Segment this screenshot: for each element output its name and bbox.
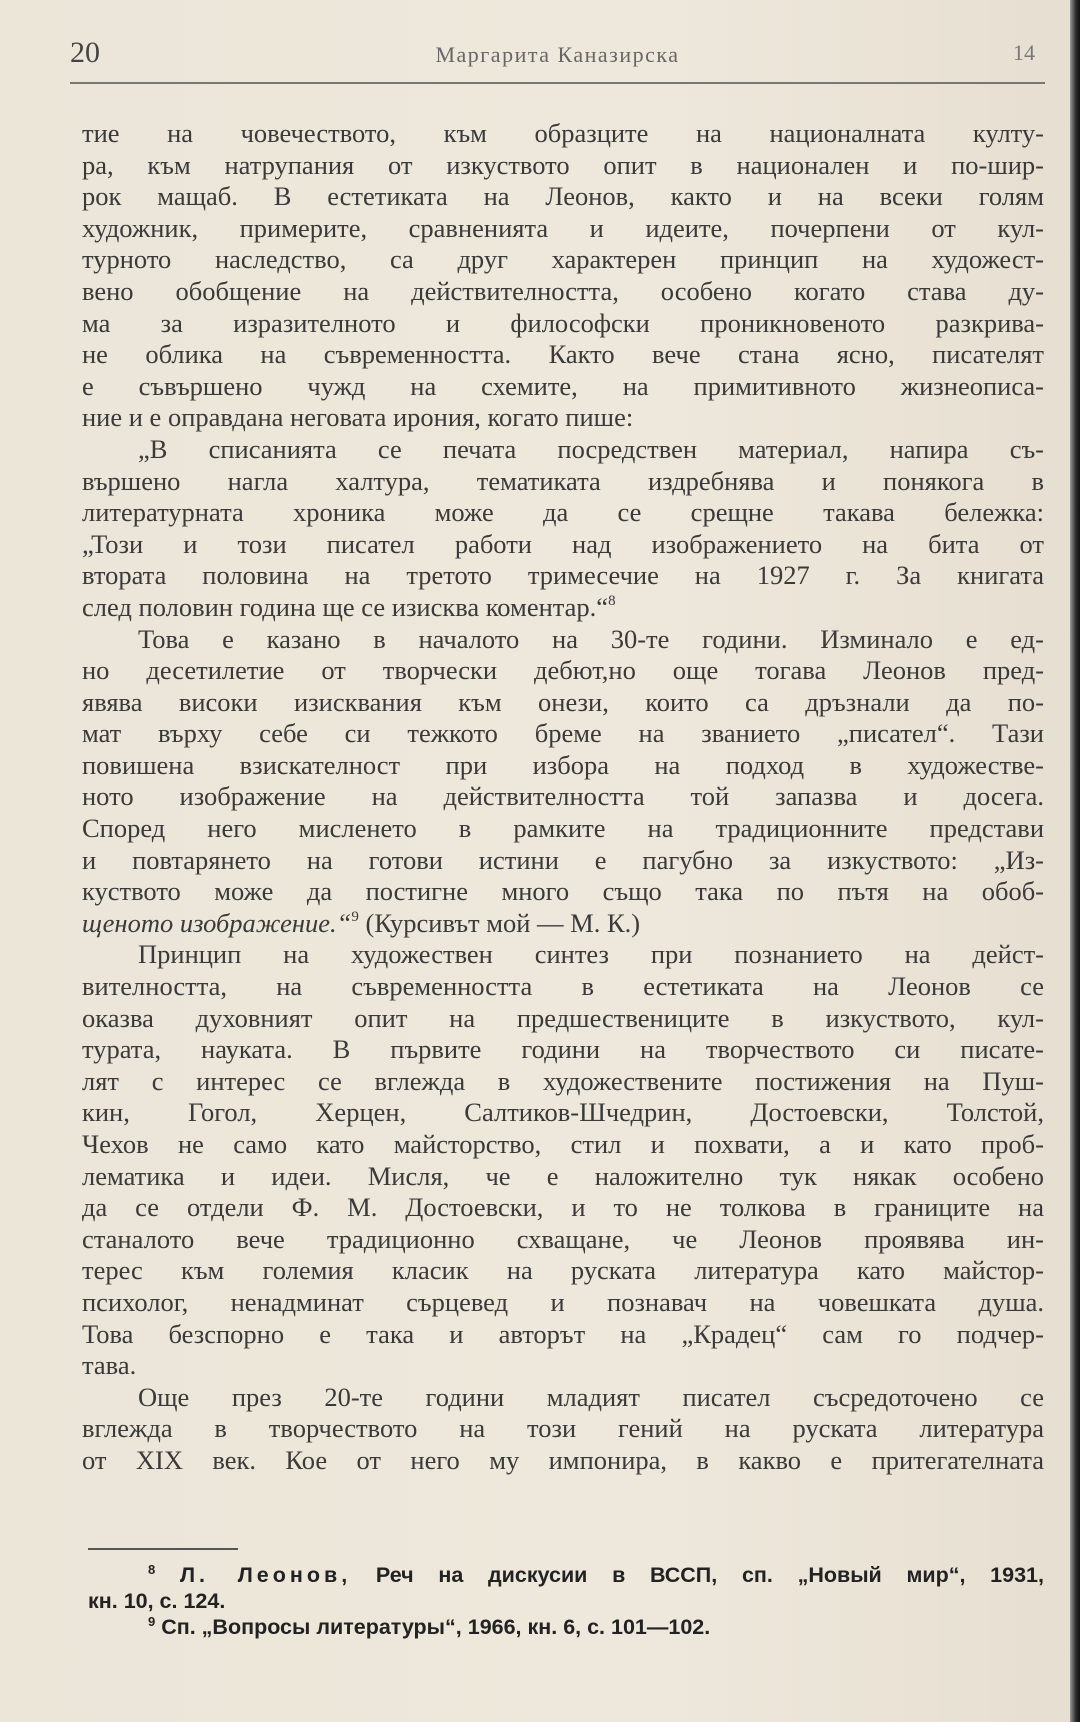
book-spine-edge: [1070, 0, 1080, 1722]
text-line: вителността, на съвременността в естетиката на Леонов се: [82, 971, 1044, 1002]
text-line-with-ref: [82, 908, 1044, 940]
text-line: вършено нагла халтура, тематиката издребнява и понякога в: [82, 465, 1044, 496]
text-line: ние и е оправдана неговата ирония, когато пише:: [82, 402, 634, 433]
text-line: лематика и идеи. Мисля, че е наложително тук някак особено: [82, 1160, 1044, 1191]
text-line: ното изображение на действителността той запазва и досега.: [82, 781, 1044, 812]
text-line: Това е казано в началото на 30-те години. Изминало е ед-: [138, 623, 1044, 654]
text-line: да се отдели Ф. М. Достоевски, и то не толкова в границите на: [82, 1192, 1044, 1223]
text-line: явява високи изисквания към онези, които са дръзнали да по-: [82, 686, 1044, 717]
footnote-author: Л. Леонов,: [179, 1563, 352, 1587]
page-header: [70, 36, 1045, 80]
text-line: Още през 20-те години младият писател съсредоточено се: [138, 1381, 1044, 1412]
text-line: мат върху себе си тежкото бреме на званието „писател“. Тази: [82, 718, 1044, 749]
text-line: лят с интерес се вглежда в художествените постижения на Пуш-: [82, 1065, 1044, 1096]
text-line: рок мащаб. В естетиката на Леонов, както и на всеки голям: [82, 181, 1044, 212]
footnote-ref-9: 9: [351, 908, 359, 925]
text-line: станалото вече традиционно схващане, че Леонов проявява ин-: [82, 1223, 1044, 1254]
footnote-marker: 8: [148, 1562, 156, 1577]
author-note: (Курсивът мой — М. К.): [358, 907, 641, 938]
text-line: оказва духовният опит на предшествениците в изкуството, кул-: [82, 1002, 1044, 1033]
text-line: и повтарянето на готови истини е пагубно за изкуството: „Из-: [82, 844, 1044, 875]
page-number: 20: [70, 36, 100, 69]
text-line: втората половина на третото тримесечие на 1927 г. За книгата: [82, 560, 1044, 591]
text-span: след половин година ще се изисква коментар.“: [82, 591, 609, 622]
footnote-8: [88, 1562, 1044, 1588]
text-line-with-ref: [82, 592, 1044, 624]
footnote-text: Реч на дискусии в ВССП, сп. „Новый мир“, 1931,: [351, 1563, 1044, 1587]
text-line: кин, Гогол, Херцен, Салтиков-Шчедрин, Достоевски, Толстой,: [82, 1097, 1044, 1128]
text-line: тава.: [82, 1350, 137, 1381]
text-line: куството може да постигне много също така по пътя на обоб-: [82, 876, 1044, 907]
footnote-ref-8: 8: [608, 592, 616, 609]
text-line: повишена взискателност при избора на подход в художестве-: [82, 749, 1044, 780]
footnotes: [88, 1562, 1044, 1640]
footnote-text: Сп. „Вопросы литературы“, 1966, кн. 6, с. 101—102.: [161, 1615, 711, 1639]
text-line: Това безспорно е така и авторът на „Крадец“ сам го подчер-: [82, 1318, 1044, 1349]
text-line: ра, към натрупания от изкуството опит в национален и по-шир-: [82, 149, 1044, 180]
text-line: тие на човечеството, към образците на националната култу-: [82, 118, 1044, 148]
header-rule: [70, 82, 1045, 84]
text-line: вглежда в творчеството на този гений на руската литература: [82, 1413, 1044, 1444]
body-text: [82, 118, 1044, 1477]
text-line: „В списанията се печата посредствен материал, напира съ-: [138, 433, 1044, 464]
text-line: художник, примерите, сравненията и идеите, почерпени от кул-: [82, 212, 1044, 243]
text-line: Принцип на художествен синтез при познанието на дейст-: [138, 939, 1044, 970]
footnote-rule: [88, 1548, 238, 1550]
text-line: от XIX век. Кое от него му импонира, в какво е притегателната: [82, 1444, 1044, 1475]
text-line: ма за изразителното и философски проникновеното разкрива-: [82, 307, 1044, 338]
text-line: вено обобщение на действителността, особено когато става ду-: [82, 275, 1044, 306]
text-line: Чехов не само като майсторство, стил и похвати, а и като проб-: [82, 1129, 1044, 1159]
text-line: не облика на съвременността. Както вече стана ясно, писателят: [82, 339, 1044, 370]
text-line: литературната хроника може да се срещне такава бележка:: [82, 497, 1044, 528]
signature-mark: 14: [1013, 40, 1035, 65]
text-line: турата, науката. В първите години на творчеството си писате-: [82, 1034, 1044, 1065]
text-line: турното наследство, са друг характерен принцип на художест-: [82, 244, 1044, 275]
text-line: психолог, ненадминат сърцевед и познавач на човешката душа.: [82, 1286, 1044, 1317]
text-line: е съвършено чужд на схемите, на примитивното жизнеописа-: [82, 370, 1044, 401]
italic-text: щеното изображение.“: [82, 907, 352, 938]
footnote-9: [88, 1614, 1044, 1640]
text-line: Според него мисленето в рамките на традиционните представи: [82, 813, 1044, 844]
running-title: Маргарита Каназирска: [435, 42, 680, 67]
text-line: терес към големия класик на руската литература като майстор-: [82, 1255, 1044, 1286]
text-line: но десетилетие от творчески дебют,но още тогава Леонов пред-: [82, 655, 1044, 686]
text-line: „Този и този писател работи над изображението на бита от: [82, 528, 1044, 559]
footnote-marker: 9: [148, 1614, 156, 1629]
footnote-8-continued: кн. 10, с. 124.: [88, 1589, 226, 1613]
